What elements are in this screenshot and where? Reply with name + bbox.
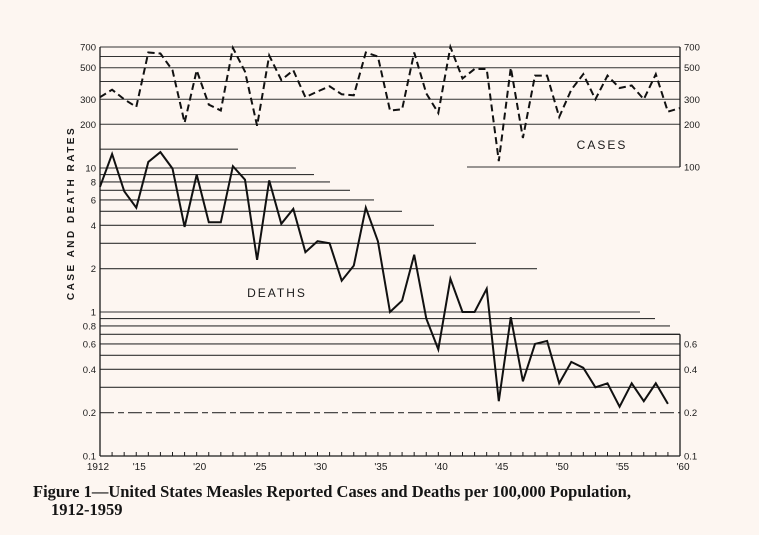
x-tick-label: '50	[555, 462, 569, 473]
y-tick-label-cases-right: 700	[684, 42, 700, 54]
data-series	[100, 47, 680, 407]
x-tick-label: '25	[253, 462, 267, 473]
gridlines	[100, 47, 680, 413]
y-tick-label-deaths-right: 0.1	[684, 451, 698, 463]
caption-line-2: 1912-1959	[51, 500, 123, 519]
x-tick-label: '15	[132, 462, 146, 473]
y-tick-label-cases: 700	[80, 42, 96, 54]
y-tick-label-cases-right: 100	[684, 162, 700, 174]
y-tick-label-cases-right: 500	[684, 63, 700, 75]
y-tick-label-deaths-right: 0.4	[684, 364, 698, 376]
x-tick-label: '35	[374, 462, 388, 473]
x-tick-label: '55	[616, 462, 630, 473]
x-tick-label: '40	[434, 462, 448, 473]
y-axis-title: CASE AND DEATH RATES	[66, 125, 77, 301]
y-tick-label-cases: 200	[80, 119, 96, 131]
y-tick-label-deaths: 2	[90, 264, 96, 276]
y-tick-label-cases-right: 200	[684, 119, 700, 131]
y-tick-label-cases: 500	[80, 63, 96, 75]
y-tick-label-deaths-right: 0.6	[684, 339, 698, 351]
y-tick-label-deaths-right: 0.2	[684, 408, 698, 420]
x-tick-label: '20	[193, 462, 207, 473]
caption-line-1: Figure 1—United States Measles Reported Cases and Deaths per 100,000 Population,	[33, 482, 631, 501]
y-tick-label-deaths: 0.2	[82, 408, 96, 420]
y-tick-label-cases: 300	[80, 94, 96, 106]
y-tick-label-deaths: 0.8	[82, 321, 96, 333]
y-tick-label-deaths: 8	[90, 177, 96, 189]
cases-annotation: CASES	[576, 138, 628, 152]
x-tick-label: '45	[495, 462, 509, 473]
axis-labels	[66, 43, 700, 474]
y-tick-label-deaths: 1	[90, 307, 96, 319]
y-tick-label-deaths: 10	[85, 163, 96, 175]
y-tick-label-deaths: 0.1	[82, 451, 96, 463]
y-tick-label-deaths: 6	[90, 195, 96, 207]
x-tick-label: '30	[313, 462, 328, 473]
deaths-annotation: DEATHS	[247, 286, 307, 300]
y-tick-label-deaths: 0.6	[82, 339, 96, 351]
y-tick-label-deaths: 0.4	[82, 364, 96, 376]
y-tick-label-cases-right: 300	[684, 94, 700, 106]
x-tick-label: 1912	[86, 462, 110, 473]
x-tick-label: '60	[676, 462, 690, 473]
figure-caption	[33, 483, 753, 519]
y-tick-label-deaths: 4	[90, 220, 96, 232]
